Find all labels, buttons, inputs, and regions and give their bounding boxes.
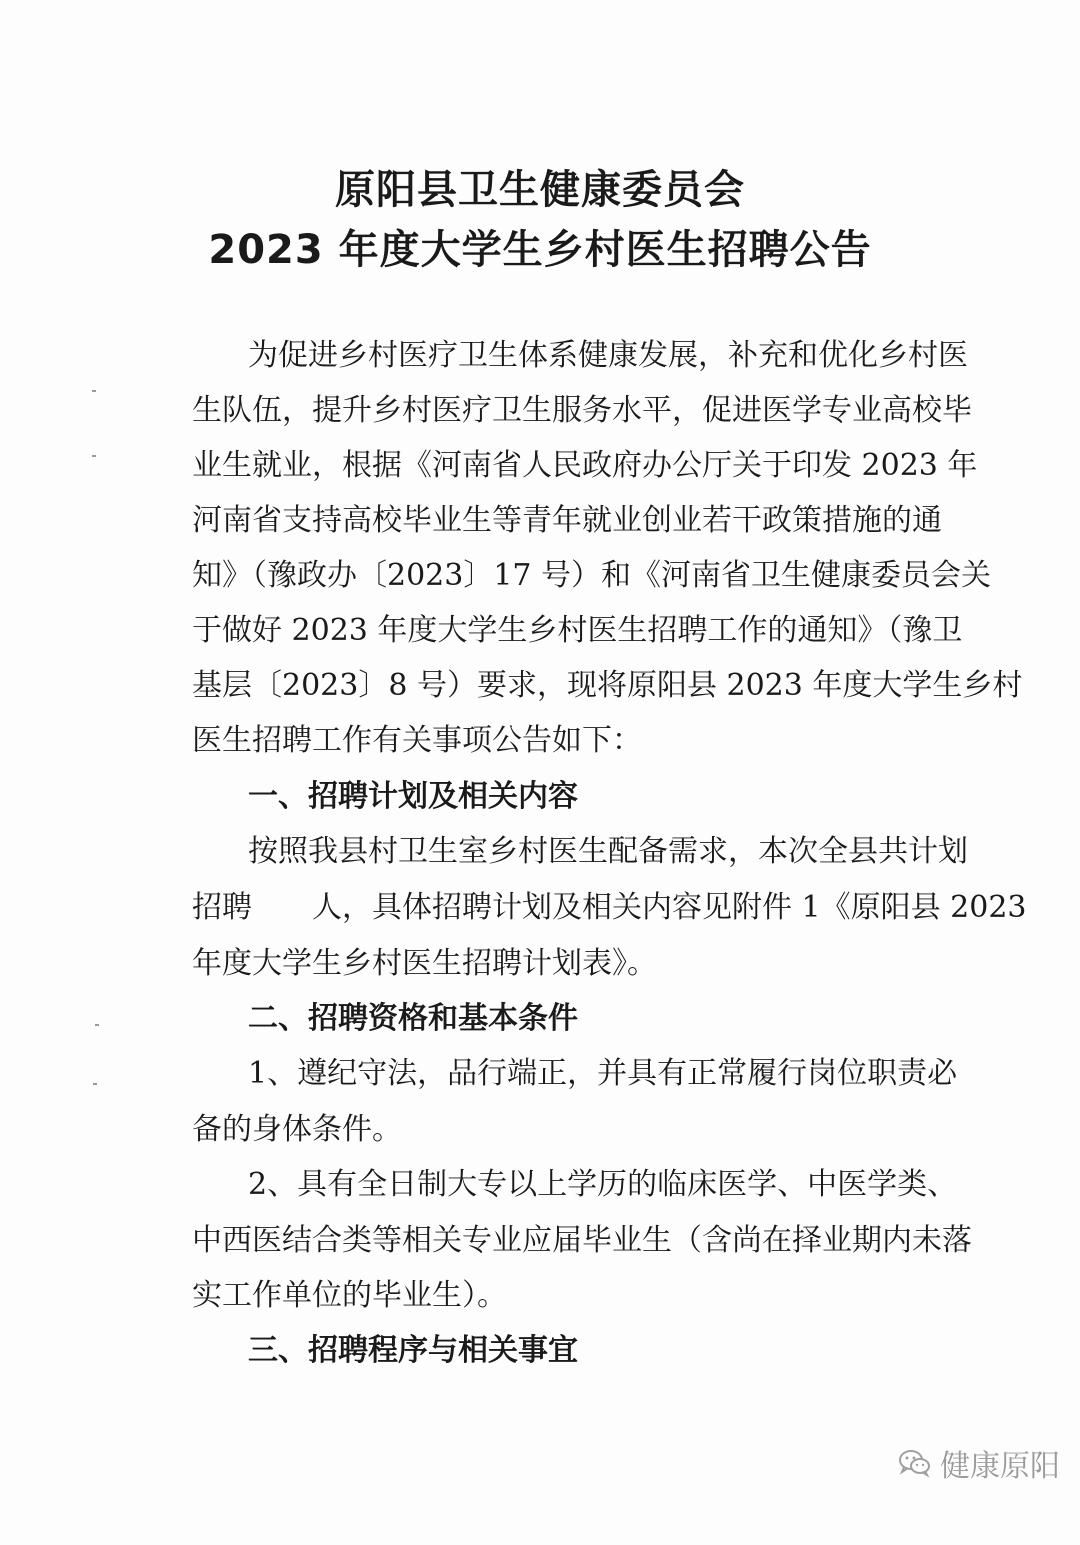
scan-speck <box>92 390 96 392</box>
section1-line: 按照我县村卫生室乡村医生配备需求，本次全县共计划 <box>248 834 968 869</box>
section2-item2-line: 2、具有全日制大专以上学历的临床医学、中医学类、 <box>248 1167 958 1202</box>
intro-line: 业生就业，根据《河南省人民政府办公厅关于印发 2023 年 <box>192 448 978 483</box>
watermark-text: 健康原阳 <box>940 1449 1060 1484</box>
wechat-icon <box>898 1448 932 1478</box>
intro-line: 基层〔2023〕8 号）要求，现将原阳县 2023 年度大学生乡村 <box>192 668 1023 703</box>
section1-heading: 一、招聘计划及相关内容 <box>248 779 578 814</box>
section1-line: 招聘 人，具体招聘计划及相关内容见附件 1《原阳县 2023 <box>192 890 1027 925</box>
intro-line: 知》（豫政办〔2023〕17 号）和《河南省卫生健康委员会关 <box>192 558 992 593</box>
scan-speck <box>95 1024 99 1026</box>
section1-line: 年度大学生乡村医生招聘计划表》。 <box>192 946 657 981</box>
scan-speck <box>92 455 96 457</box>
intro-line: 河南省支持高校毕业生等青年就业创业若干政策措施的通 <box>192 503 942 538</box>
section2-item1-line: 1、遵纪守法，品行端正，并具有正常履行岗位职责必 <box>248 1056 958 1091</box>
intro-line: 生队伍，提升乡村医疗卫生服务水平，促进医学专业高校毕 <box>192 393 972 428</box>
section2-heading: 二、招聘资格和基本条件 <box>248 1001 578 1036</box>
scan-speck <box>93 1083 97 1085</box>
document-title-line2: 2023 年度大学生乡村医生招聘公告 <box>208 227 872 273</box>
section2-item2-line: 实工作单位的毕业生）。 <box>192 1278 507 1313</box>
section3-heading: 三、招聘程序与相关事宜 <box>248 1333 578 1368</box>
intro-line: 于做好 2023 年度大学生乡村医生招聘工作的通知》（豫卫 <box>192 613 963 648</box>
section2-item1-line: 备的身体条件。 <box>192 1112 402 1147</box>
document-title-line1: 原阳县卫生健康委员会 <box>335 167 745 213</box>
intro-line: 医生招聘工作有关事项公告如下： <box>192 723 642 758</box>
intro-line: 为促进乡村医疗卫生体系健康发展，补充和优化乡村医 <box>248 338 968 373</box>
section2-item2-line: 中西医结合类等相关专业应届毕业生（含尚在择业期内未落 <box>192 1223 972 1258</box>
watermark <box>898 1443 1060 1483</box>
